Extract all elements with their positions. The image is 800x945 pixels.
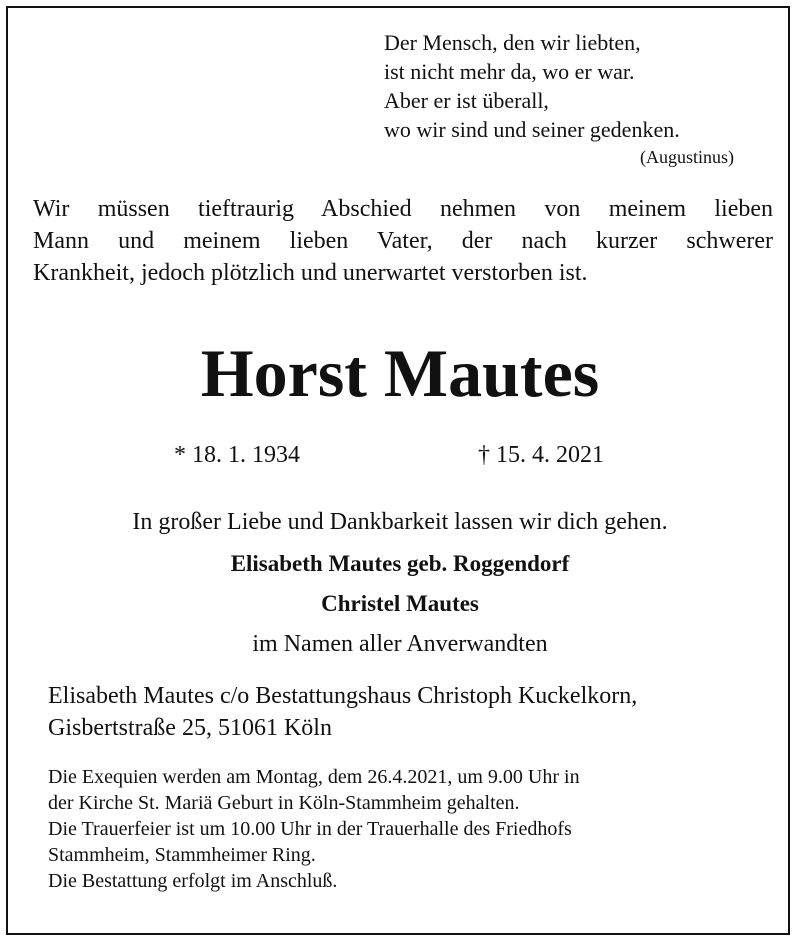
quote-line: wo wir sind und seiner gedenken. [384,117,680,142]
quote-line: Der Mensch, den wir liebten, [384,30,641,55]
quote-line: ist nicht mehr da, wo er war. [384,59,635,84]
intro-text [33,193,773,289]
intro-line: Krankheit, jedoch plötzlich und unerwartet verstorben ist. [33,260,588,286]
death-date: † 15. 4. 2021 [478,442,604,468]
funeral-details [48,764,788,894]
details-line: der Kirche St. Mariä Geburt in Köln-Stammheim gehalten. [48,792,520,814]
details-line: Die Bestattung erfolgt im Anschluß. [48,870,338,892]
deceased-name: Horst Mautes [200,335,600,411]
intro-line: Mann und meinem lieben Vater, der nach kurzer schwerer [33,228,773,254]
relatives-line: im Namen aller Anverwandten [252,631,548,657]
signer-name: Christel Mautes [321,591,479,616]
address-line: Elisabeth Mautes c/o Bestattungshaus Christoph Kuckelkorn, [48,683,638,709]
quote-block [384,28,774,144]
details-line: Die Exequien werden am Montag, dem 26.4.2021, um 9.00 Uhr in [48,766,580,788]
signer-name: Elisabeth Mautes geb. Roggendorf [230,551,570,576]
birth-date: * 18. 1. 1934 [174,442,300,468]
details-line: Die Trauerfeier ist um 10.00 Uhr in der Trauerhalle des Friedhofs [48,818,572,840]
closing-line: In großer Liebe und Dankbarkeit lassen wir dich gehen. [132,509,668,535]
intro-line: Wir müssen tieftraurig Abschied nehmen von meinem lieben [33,196,773,222]
quote-line: Aber er ist überall, [384,88,549,113]
quote-author: (Augustinus) [640,147,734,167]
details-line: Stammheim, Stammheimer Ring. [48,844,316,866]
contact-address [48,680,788,744]
address-line: Gisbertstraße 25, 51061 Köln [48,715,332,741]
